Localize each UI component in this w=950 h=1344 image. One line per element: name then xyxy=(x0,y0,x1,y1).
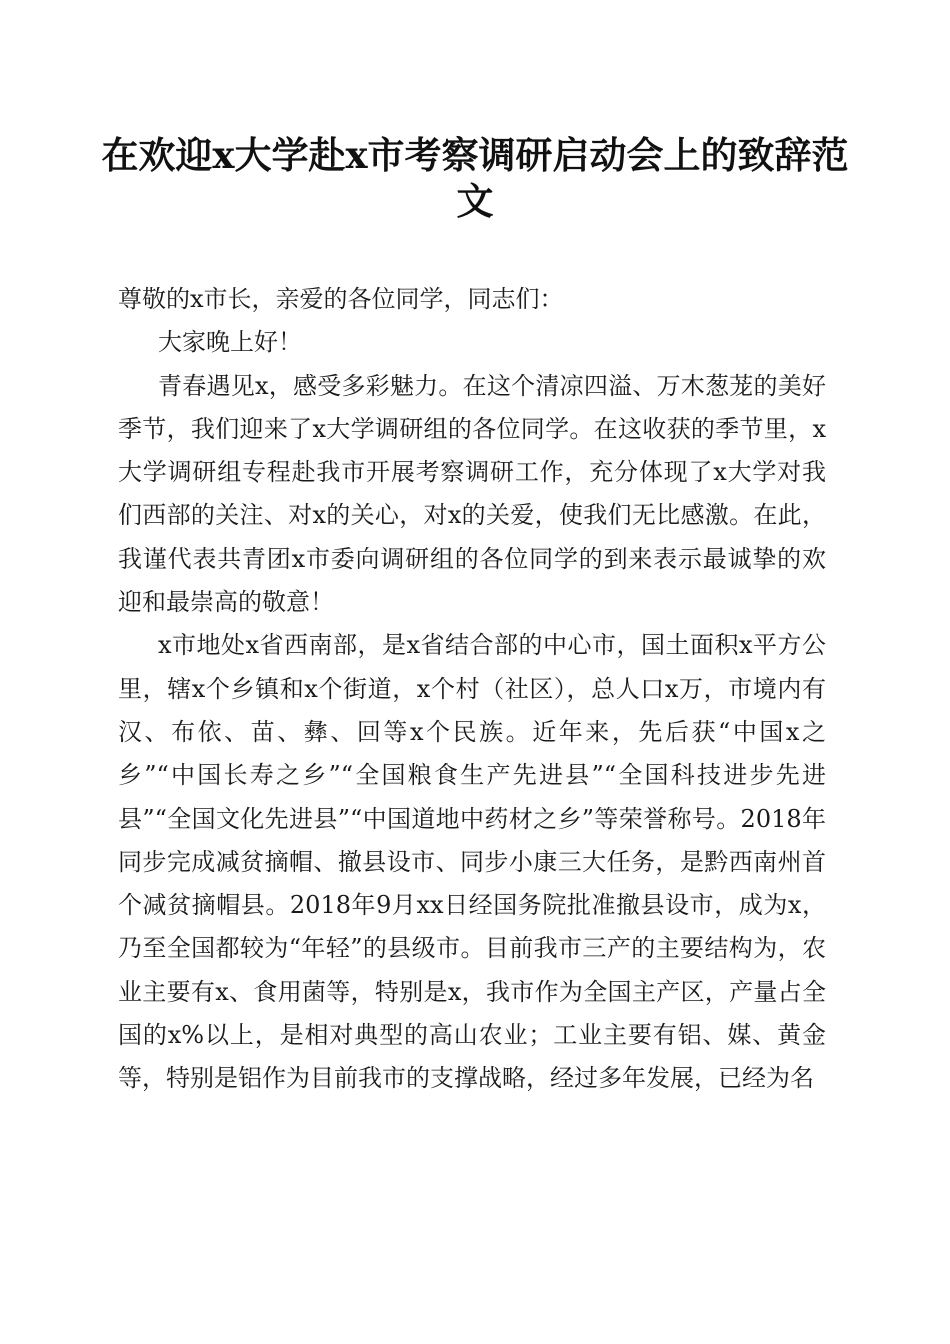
welcome-paragraph: 青春遇见x，感受多彩魅力。在这个清凉四溢、万木葱茏的美好季节，我们迎来了x大学调研组的各位同学。在这收获的季节里，x大学调研组专程赴我市开展考察调研工作，充分体现了x大学对我们西部的关注、对x的关心，对x的关爱，使我们无比感激。在此，我谨代表共青团x市委向调研组的各位同学的到来表示最诚挚的欢迎和最崇高的敬意！ xyxy=(118,371,826,617)
document-title: 在欢迎x大学赴x市考察调研启动会上的致辞范文 xyxy=(101,133,849,223)
city-introduction-paragraph: x市地处x省西南部，是x省结合部的中心市，国土面积x平方公里，辖x个乡镇和x个街道，x个村（社区），总人口x万，市境内有汉、布依、苗、彝、回等x个民族。近年来，先后获“中国x之乡”“中国长寿之乡”“全国粮食生产先进县”“全国科技进步先进县”“全国文化先进县”“中国道地中药材之乡”等荣誉称号。2018年同步完成减贫摘帽、撤县设市、同步小康三大任务，是黔西南州首个减贫摘帽县。2018年9月xx日经国务院批准撤县设市，成为x，乃至全国都较为“年轻”的县级市。目前我市三产的主要结构为，农业主要有x、食用菌等，特别是x，我市作为全国主产区，产量占全国的x%以上，是相对典型的高山农业；工业主要有铝、媒、黄金等，特别是铝作为目前我市的支撑战略，经过多年发展，已经为名 xyxy=(118,631,826,1093)
document-body xyxy=(118,278,826,1101)
greeting-paragraph: 大家晚上好！ xyxy=(158,328,302,357)
salutation-paragraph: 尊敬的x市长，亲爱的各位同学，同志们： xyxy=(118,285,564,313)
